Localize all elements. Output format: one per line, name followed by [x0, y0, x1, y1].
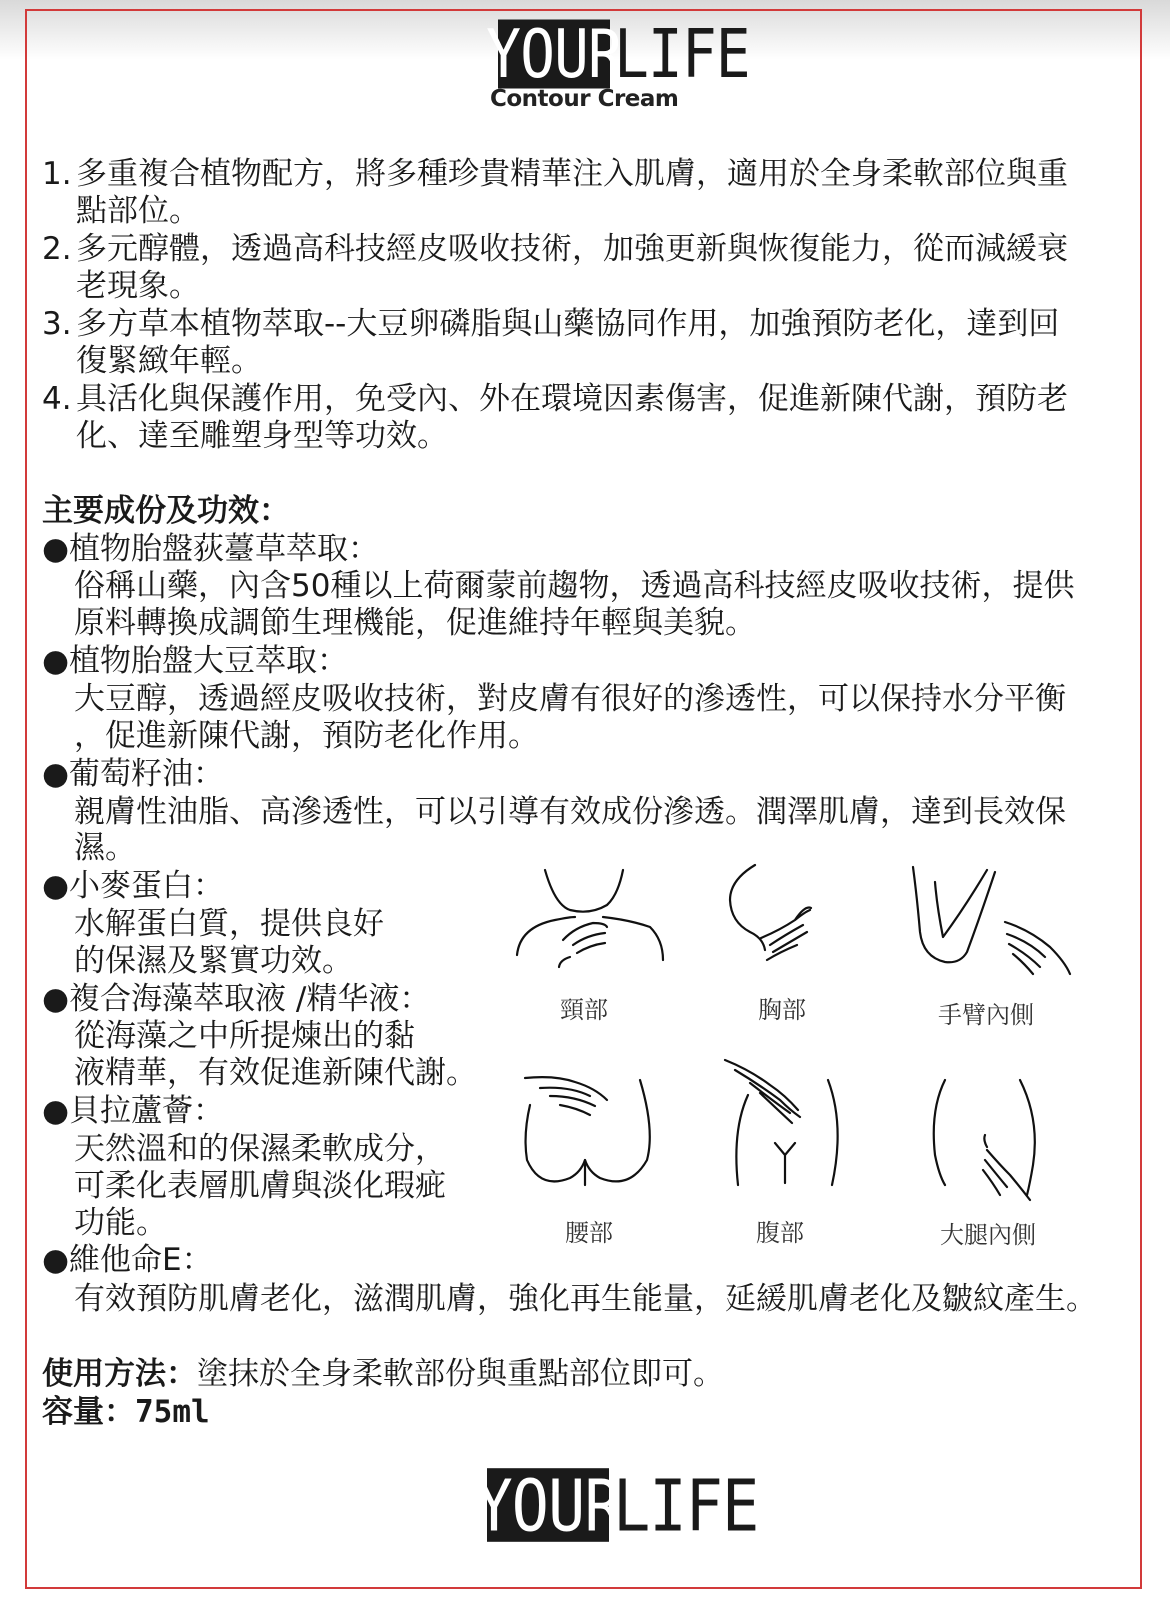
ingredient-6-line-1: 天然溫和的保濕柔軟成分， — [74, 1131, 446, 1167]
logo-life: LIFE — [614, 14, 750, 94]
feature-2-line-1: 多元醇體，透過高科技經皮吸收技術，加強更新與恢復能力，從而減緩衰 — [76, 231, 1068, 267]
ingredient-4-line-1: 水解蛋白質，提供良好 — [74, 906, 384, 942]
ingredient-5-line-1: 從海藻之中所提煉出的黏 — [74, 1018, 415, 1054]
ingredient-7-name: ●維他命E： — [42, 1242, 213, 1278]
product-subtitle: Contour Cream — [490, 86, 679, 112]
label-inner-thigh: 大腿內側 — [940, 1221, 1036, 1249]
waist-illustration — [515, 1060, 665, 1195]
ingredient-3-line-1: 親膚性油脂、高滲透性，可以引導有效成份滲透。潤澤肌膚，達到長效保 — [74, 794, 1066, 830]
ingredient-1-line-1: 俗稱山藥，內含50種以上荷爾蒙前趨物，透過高科技經皮吸收技術，提供 — [74, 568, 1075, 604]
volume-line — [42, 1393, 210, 1431]
abdomen-illustration — [720, 1055, 850, 1190]
feature-1-num: 1. — [42, 156, 72, 192]
ingredient-2-name: ●植物胎盤大豆萃取： — [42, 643, 349, 679]
ingredient-6-line-2: 可柔化表層肌膚與淡化瑕疵 — [74, 1168, 446, 1204]
feature-3-num: 3. — [42, 306, 72, 342]
feature-4-line-2: 化、達至雕塑身型等功效。 — [76, 418, 448, 454]
footer-logo-life: LIFE — [613, 1463, 759, 1547]
label-abdomen: 腹部 — [756, 1219, 804, 1247]
label-neck: 頸部 — [560, 996, 608, 1024]
label-chest: 胸部 — [758, 996, 806, 1024]
ingredient-4-name: ●小麥蛋白： — [42, 868, 225, 904]
feature-2-line-2: 老現象。 — [76, 268, 200, 304]
chest-illustration — [725, 860, 835, 970]
volume-label: 容量： — [42, 1394, 135, 1430]
feature-4-num: 4. — [42, 381, 72, 417]
ingredient-1-line-2: 原料轉換成調節生理機能，促進維持年輕與美貌。 — [74, 605, 756, 641]
ingredient-4-line-2: 的保濕及緊實功效。 — [74, 943, 353, 979]
label-inner-arm: 手臂內側 — [938, 1001, 1034, 1029]
ingredient-3-name: ●葡萄籽油： — [42, 756, 225, 792]
inner-thigh-illustration — [925, 1075, 1055, 1205]
ingredient-6-name: ●貝拉蘆薈： — [42, 1093, 225, 1129]
feature-3-line-1: 多方草本植物萃取--大豆卵磷脂與山藥協同作用，加強預防老化，達到回 — [76, 306, 1060, 342]
usage-text: 塗抹於全身柔軟部份與重點部位即可。 — [197, 1356, 724, 1392]
ingredient-2-line-1: 大豆醇，透過經皮吸收技術，對皮膚有很好的滲透性，可以保持水分平衡 — [74, 681, 1066, 717]
ingredient-6-line-3: 功能。 — [74, 1205, 167, 1241]
footer-logo — [475, 1463, 759, 1547]
ingredient-5-line-2: 液精華，有效促進新陳代謝。 — [74, 1055, 477, 1091]
feature-1-line-1: 多重複合植物配方，將多種珍貴精華注入肌膚，適用於全身柔軟部位與重 — [76, 156, 1068, 192]
neck-illustration — [515, 865, 665, 975]
ingredient-5-name: ●複合海藻萃取液 /精华液： — [42, 981, 431, 1017]
logo-your: YOUR — [486, 14, 622, 94]
feature-1-line-2: 點部位。 — [76, 193, 200, 229]
ingredient-7-line-1: 有效預防肌膚老化，滋潤肌膚，強化再生能量，延緩肌膚老化及皺紋產生。 — [74, 1281, 1097, 1317]
feature-4-line-1: 具活化與保護作用，免受內、外在環境因素傷害，促進新陳代謝，預防老 — [76, 381, 1068, 417]
ingredients-heading: 主要成份及功效： — [42, 493, 290, 529]
ingredient-1-name: ●植物胎盤荻薹草萃取： — [42, 531, 380, 567]
usage-label: 使用方法： — [42, 1356, 197, 1392]
feature-2-num: 2. — [42, 231, 72, 267]
ingredient-2-line-2: ，促進新陳代謝，預防老化作用。 — [74, 718, 539, 754]
inner-arm-illustration — [905, 862, 1080, 982]
brand-logo — [486, 14, 750, 94]
footer-logo-your: YOUR — [475, 1463, 621, 1547]
ingredient-3-line-2: 濕。 — [74, 830, 136, 866]
feature-3-line-2: 復緊緻年輕。 — [76, 343, 262, 379]
usage-line — [42, 1355, 724, 1393]
label-waist: 腰部 — [565, 1219, 613, 1247]
volume-text: 75ml — [135, 1394, 210, 1430]
